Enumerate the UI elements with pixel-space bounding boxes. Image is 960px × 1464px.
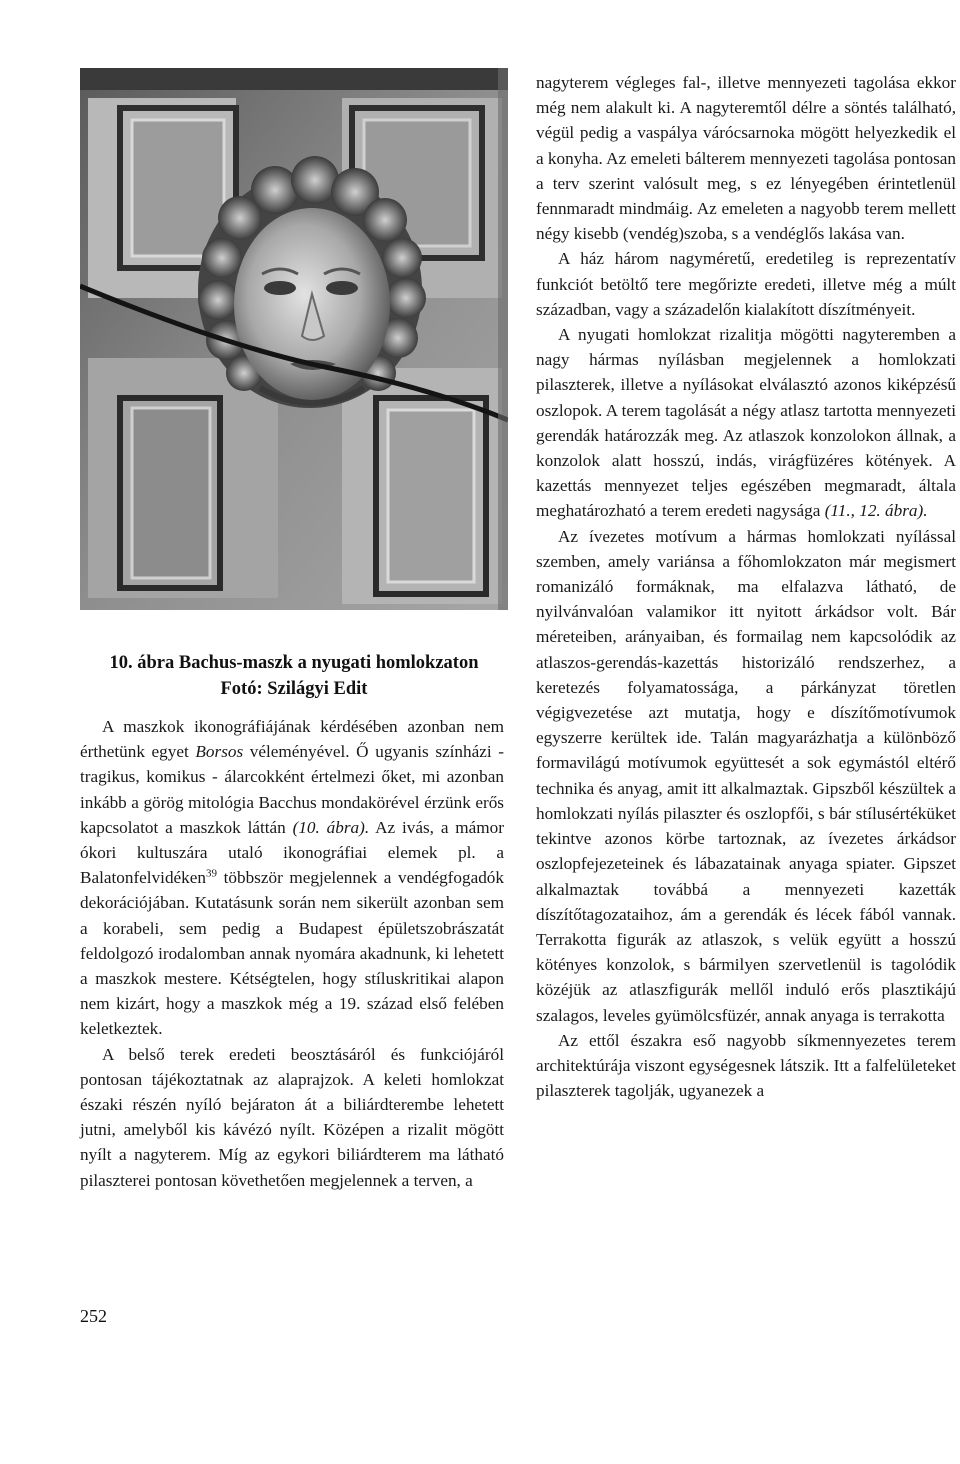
- text-run: véleményével. Ő ugyanis színházi - tragikus, komikus - álarcokként értelmezi őket, mi azonban inkább a görög mitológia Bacchus mondakörével érzünk erős kapcsolatot a maszkok láttán: [80, 742, 504, 837]
- caption-title: 10. ábra Bachus-maszk a nyugati homlokzaton: [109, 653, 479, 673]
- left-paragraph-1: [80, 714, 504, 1042]
- caption-credit: Fotó: Szilágyi Edit: [220, 679, 368, 699]
- text-run: A nyugati homlokzat rizalitja mögötti nagyteremben a nagy hármas nyílásban megjelennek a homlokzati pilaszterek, illetve a nyílásokat elválasztó azonos kiképzésű oszlopok. A terem tagolását a négy atlasz tartotta mennyezeti gerendák határozzák meg. Az atlaszok konzolokon állnak, a konzolok alatt hosszú, indás, virágfüzéres kötények. A kazettás mennyezet teljes egészében megmaradt, általa meghatározható a terem eredeti nagysága: [536, 325, 956, 521]
- text-run: A maszkok ikonográfiájának kérdésében azonban nem érthetünk egyet: [80, 717, 504, 762]
- right-paragraph-2: A ház három nagyméretű, eredetileg is reprezentatív funkciót betöltő tere megőrizte eredeti, illetve még a múlt században, vagy a századelőn kialakított díszítményeit.: [536, 249, 956, 319]
- left-column: [80, 714, 504, 1193]
- figure-caption: [80, 650, 508, 702]
- figure-reference: (11., 12. ábra).: [824, 501, 928, 521]
- right-paragraph-5: Az ettől északra eső nagyobb síkmennyezetes terem architektúrája viszont egységesnek látszik. Itt a falfelületeket pilaszterek tagolják, ugyanezek a: [536, 1030, 956, 1101]
- footnote-marker: 39: [206, 867, 217, 880]
- text-run: többször megjelennek a vendégfogadók dekorációjában. Kutatásunk során nem sikerült azonban sem a korabeli, sem pedig a Budapest épületszobrászatát feldolgozó irodalomban annak nyomára akadnunk, ki lehetett a maszkok mestere. Kétségtelen, hogy stíluskritikai alapon nem kizárt, hogy a maszkok még a 19. század első felében keletkeztek.: [80, 868, 504, 1039]
- left-paragraph-2: A belső terek eredeti beosztásáról és funkciójáról pontosan tájékoztatnak az alaprajzok. A keleti homlokzat északi részén nyíló bejáraton át a biliárdterembe lehetett jutni, amelyből kis kávézó nyílt. Középen a rizalit mögött nyílt a nagyterem. Míg az egykori biliárdterem ma látható pilaszterei pontosan követhetően megjelennek a terven, a: [80, 1044, 504, 1190]
- right-paragraph-4: Az ívezetes motívum a hármas homlokzati nyílással szemben, amely variánsa a főhomlokzaton már megismert romanizáló formáknak, ma elfalazva látható, de nyilvánvalóan valamikor itt nyitott árkádsor volt. Bár méreteiben, arányaiban, és formailag nem kapcsolódik az atlaszos-gerendás-kazettás historizáló rendszerhez, a keretezés folyamatossága, a párkányzat töretlen végigvezetése azt mutatja, hogy e díszítőmotívumok egyszerre kerültek ide. Talán magyarázhatja a különböző formavilágú motívumok együttesét a sok egymástól eltérő technika és anyag, amit itt alkalmaztak. Gipszből készültek a homlokzati nyílás pilaszter és oszlopfői, s bár stílusértéküket tekintve azonos körbe tartoznak, az ívezetes árkádsor oszlopfejezeteinek és lábazatainak anyaga spiater. Gipszet alkalmaztak továbbá a mennyezeti kazetták díszítőtagozataihoz, ám a gerendák és lécek fából vannak. Terrakotta figurák az atlaszok, s velük együtt a hosszú kötényes konzolok, s bármilyen szervetlenül is tagolódik közéjük az atlaszfigurák mellől induló erős plasztikájú szalagos, leveles gyümölcsfüzér, annak anyaga is terrakotta: [536, 526, 956, 1025]
- bacchus-mask-image: [80, 68, 508, 610]
- right-paragraph-1: nagyterem végleges fal-, illetve mennyezeti tagolása ekkor még nem alakult ki. A nagyteremtől délre a söntés található, végül pedig a vaspálya várócsarnoka mögött helyezkedik el a konyha. Az emeleti bálterem mennyezeti tagolása pontosan a terv szerint valósult meg, s ez lényegében érintetlenül fennmaradt mindmáig. Az emeleten a nagyobb terem mellett négy kisebb (vendég)szoba, s a vendéglős lakása van.: [536, 73, 956, 244]
- figure-reference: (10. ábra).: [292, 817, 370, 837]
- text-run: Az ivás, a mámor ókori kultuszára utaló ikonográfiai elemek pl. a Balatonfelvidéken: [80, 817, 504, 888]
- bacchus-mask-photo: [80, 68, 508, 610]
- author-name: Borsos: [195, 742, 244, 762]
- right-column: [536, 70, 956, 1103]
- right-paragraph-3: [536, 322, 956, 524]
- page-number: 252: [80, 1306, 107, 1326]
